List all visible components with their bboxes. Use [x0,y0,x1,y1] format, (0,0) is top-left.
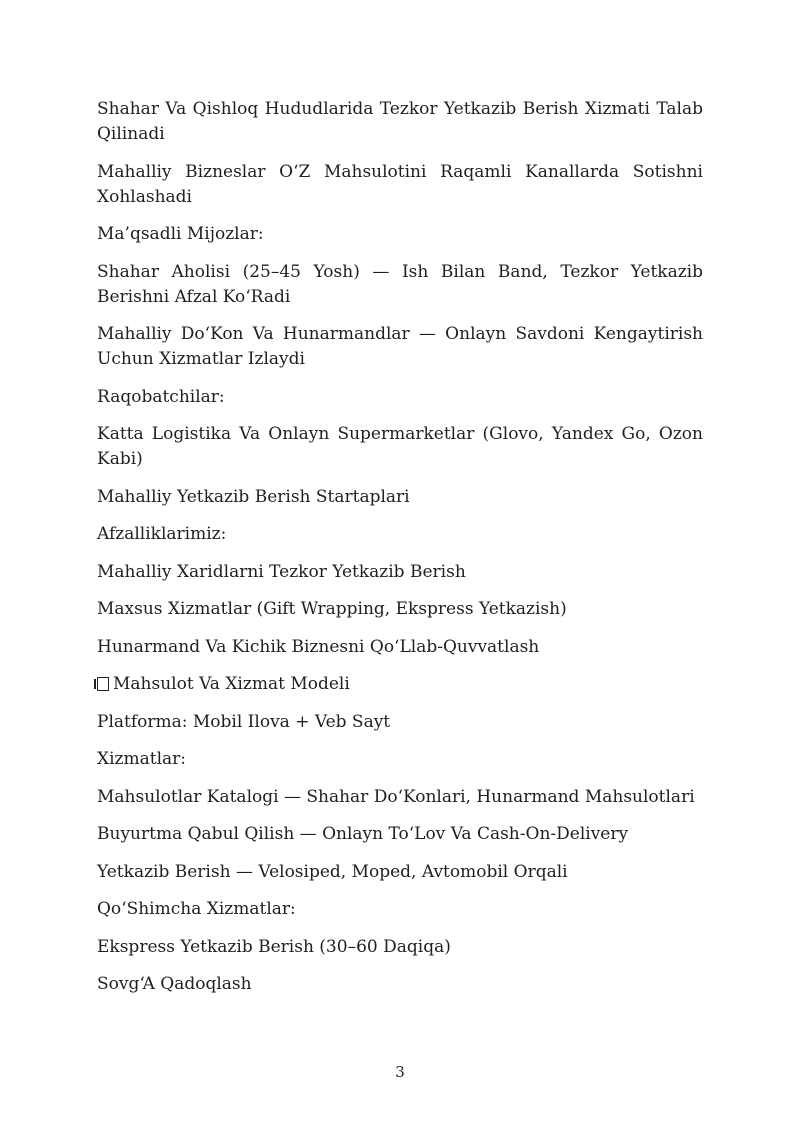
paragraph: Mahsulotlar Katalogi — Shahar Do‘Konlari, Hunarmand Mahsulotlari [97,786,695,807]
paragraph: Sovg‘A Qadoqlash [97,974,252,994]
paragraph: Yetkazib Berish — Velosiped, Moped, Avtomobil Orqali [97,861,568,882]
section-heading-text: Mahsulot Va Xizmat Modeli [113,674,350,694]
paragraph: Mahalliy Do‘Kon Va Hunarmandlar — Onlayn Savdoni Kengaytirish Uchun Xizmatlar Izlaydi [97,324,703,369]
paragraph: Hunarmand Va Kichik Biznesni Qo‘Llab-Quvvatlash [97,636,540,657]
paragraph: Mahalliy Xaridlarni Tezkor Yetkazib Berish [97,561,466,582]
section-number-glyph-icon [97,677,109,691]
paragraph: Shahar Va Qishloq Hududlarida Tezkor Yetkazib Berish Xizmati Talab Qilinadi [97,99,703,144]
paragraph: Ma’qsadli Mijozlar: [97,224,264,244]
document-body [97,97,703,1010]
paragraph: Raqobatchilar: [97,386,225,407]
page-number: 3 [395,1063,405,1081]
paragraph: Maxsus Xizmatlar (Gift Wrapping, Ekspress Yetkazish) [97,599,567,619]
paragraph: Mahalliy Yetkazib Berish Startaplari [97,486,410,507]
paragraph: Mahalliy Bizneslar O‘Z Mahsulotini Raqamli Kanallarda Sotishni Xohlashadi [97,161,703,207]
paragraph: Ekspress Yetkazib Berish (30–60 Daqiqa) [97,936,451,957]
paragraph: Afzalliklarimiz: [97,524,227,544]
paragraph: Shahar Aholisi (25–45 Yosh) — Ish Bilan Band, Tezkor Yetkazib Berishni Afzal Ko‘Radi [97,261,703,307]
paragraph: Xizmatlar: [97,749,187,769]
paragraph: Qo‘Shimcha Xizmatlar: [97,899,296,919]
paragraph: Platforma: Mobil Ilova + Veb Sayt [97,711,391,732]
paragraph: Katta Logistika Va Onlayn Supermarketlar (Glovo, Yandex Go, Ozon Kabi) [97,424,703,469]
section-heading [97,672,703,697]
paragraph: Buyurtma Qabul Qilish — Onlayn To‘Lov Va Cash-On-Delivery [97,824,629,844]
